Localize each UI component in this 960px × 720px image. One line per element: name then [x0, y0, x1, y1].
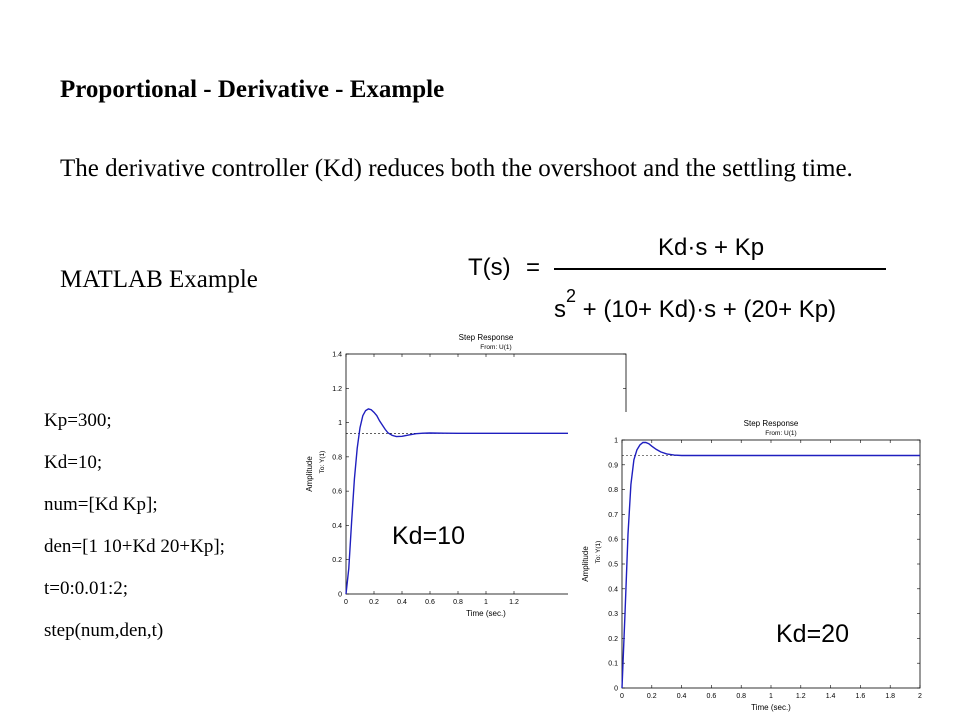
x-tick-label: 1.2 [795, 693, 806, 700]
chart-subtitle: From: U(1) [765, 430, 797, 437]
matlab-example-label: MATLAB Example [60, 266, 258, 293]
step-response-curve [622, 443, 920, 689]
y-tick-label: 0 [614, 685, 618, 693]
y-axis-label: Amplitude [305, 456, 314, 492]
den-s: s [554, 296, 566, 323]
formula-numerator: Kd·s + Kp [658, 234, 765, 261]
y-tick-label: 1.2 [332, 385, 342, 393]
kd10-label: Kd=10 [392, 522, 465, 550]
kd20-label: Kd=20 [776, 620, 849, 648]
den-exponent: 2 [566, 286, 577, 306]
x-tick-label: 0.2 [646, 693, 657, 700]
y-tick-label: 0.4 [608, 586, 618, 594]
slide-title: Proportional - Derivative - Example [60, 76, 445, 103]
x-tick-label: 1 [769, 693, 773, 700]
x-tick-label: 0.2 [369, 599, 379, 606]
y-tick-label: 0.8 [608, 487, 618, 495]
x-tick-label: 0.8 [736, 693, 747, 700]
y-axis-label: Amplitude [581, 546, 590, 582]
y-axis-label-secondary: To: Y(1) [595, 540, 602, 564]
chart-title: Step Response [743, 419, 799, 428]
y-tick-label: 0.8 [332, 454, 342, 462]
formula-denominator [554, 286, 837, 324]
step-response-plot-kd20 [568, 412, 922, 720]
y-tick-label: 1.4 [332, 351, 342, 359]
x-tick-label: 0.6 [706, 693, 717, 700]
x-tick-label: 1.6 [855, 693, 866, 700]
formula-equals: = [526, 254, 541, 281]
chart-title: Step Response [458, 333, 514, 342]
step-response-chart-kd20 [568, 412, 922, 720]
x-tick-label: 0 [344, 599, 348, 606]
y-tick-label: 0.7 [608, 511, 618, 519]
transfer-function-formula [468, 230, 898, 330]
y-tick-label: 0.9 [608, 462, 618, 470]
y-tick-label: 0.3 [608, 611, 618, 619]
code-line: den=[1 10+Kd 20+Kp]; [44, 536, 225, 557]
den-rest: + (10+ Kd)·s + (20+ Kp) [576, 296, 837, 323]
y-tick-label: 0.2 [332, 557, 342, 565]
matlab-code-block [44, 400, 225, 652]
y-tick-label: 0.4 [332, 522, 342, 530]
x-tick-label: 0 [620, 693, 624, 700]
x-tick-label: 2 [918, 693, 922, 700]
y-tick-label: 0.6 [332, 488, 342, 496]
code-line: Kp=300; [44, 410, 112, 431]
x-tick-label: 0.6 [425, 599, 435, 606]
code-line: num=[Kd Kp]; [44, 494, 158, 515]
x-tick-label: 1 [484, 599, 488, 606]
slide-description: The derivative controller (Kd) reduces both the overshoot and the settling time. [60, 155, 853, 182]
code-line: Kd=10; [44, 452, 103, 473]
code-line: t=0:0.01:2; [44, 578, 129, 599]
x-tick-label: 0.4 [676, 693, 687, 700]
y-tick-label: 0 [338, 591, 342, 599]
y-axis-label-secondary: To: Y(1) [319, 450, 326, 474]
formula-lhs: T(s) [468, 254, 511, 281]
y-tick-label: 0.5 [608, 561, 618, 569]
x-tick-label: 1.8 [885, 693, 896, 700]
y-tick-label: 1 [614, 437, 618, 445]
y-tick-label: 0.6 [608, 536, 618, 544]
x-axis-label: Time (sec.) [751, 703, 791, 712]
x-tick-label: 0.4 [397, 599, 407, 606]
chart-subtitle: From: U(1) [480, 344, 512, 351]
x-tick-label: 0.8 [453, 599, 463, 606]
y-tick-label: 0.1 [608, 660, 618, 668]
x-axis-label: Time (sec.) [466, 609, 506, 618]
fraction-bar [554, 268, 886, 270]
x-tick-label: 1.4 [825, 693, 836, 700]
code-line: step(num,den,t) [44, 620, 164, 641]
x-tick-label: 1.2 [509, 599, 519, 606]
y-tick-label: 0.2 [608, 635, 618, 643]
plot-frame [622, 440, 920, 688]
y-tick-label: 1 [338, 420, 342, 428]
